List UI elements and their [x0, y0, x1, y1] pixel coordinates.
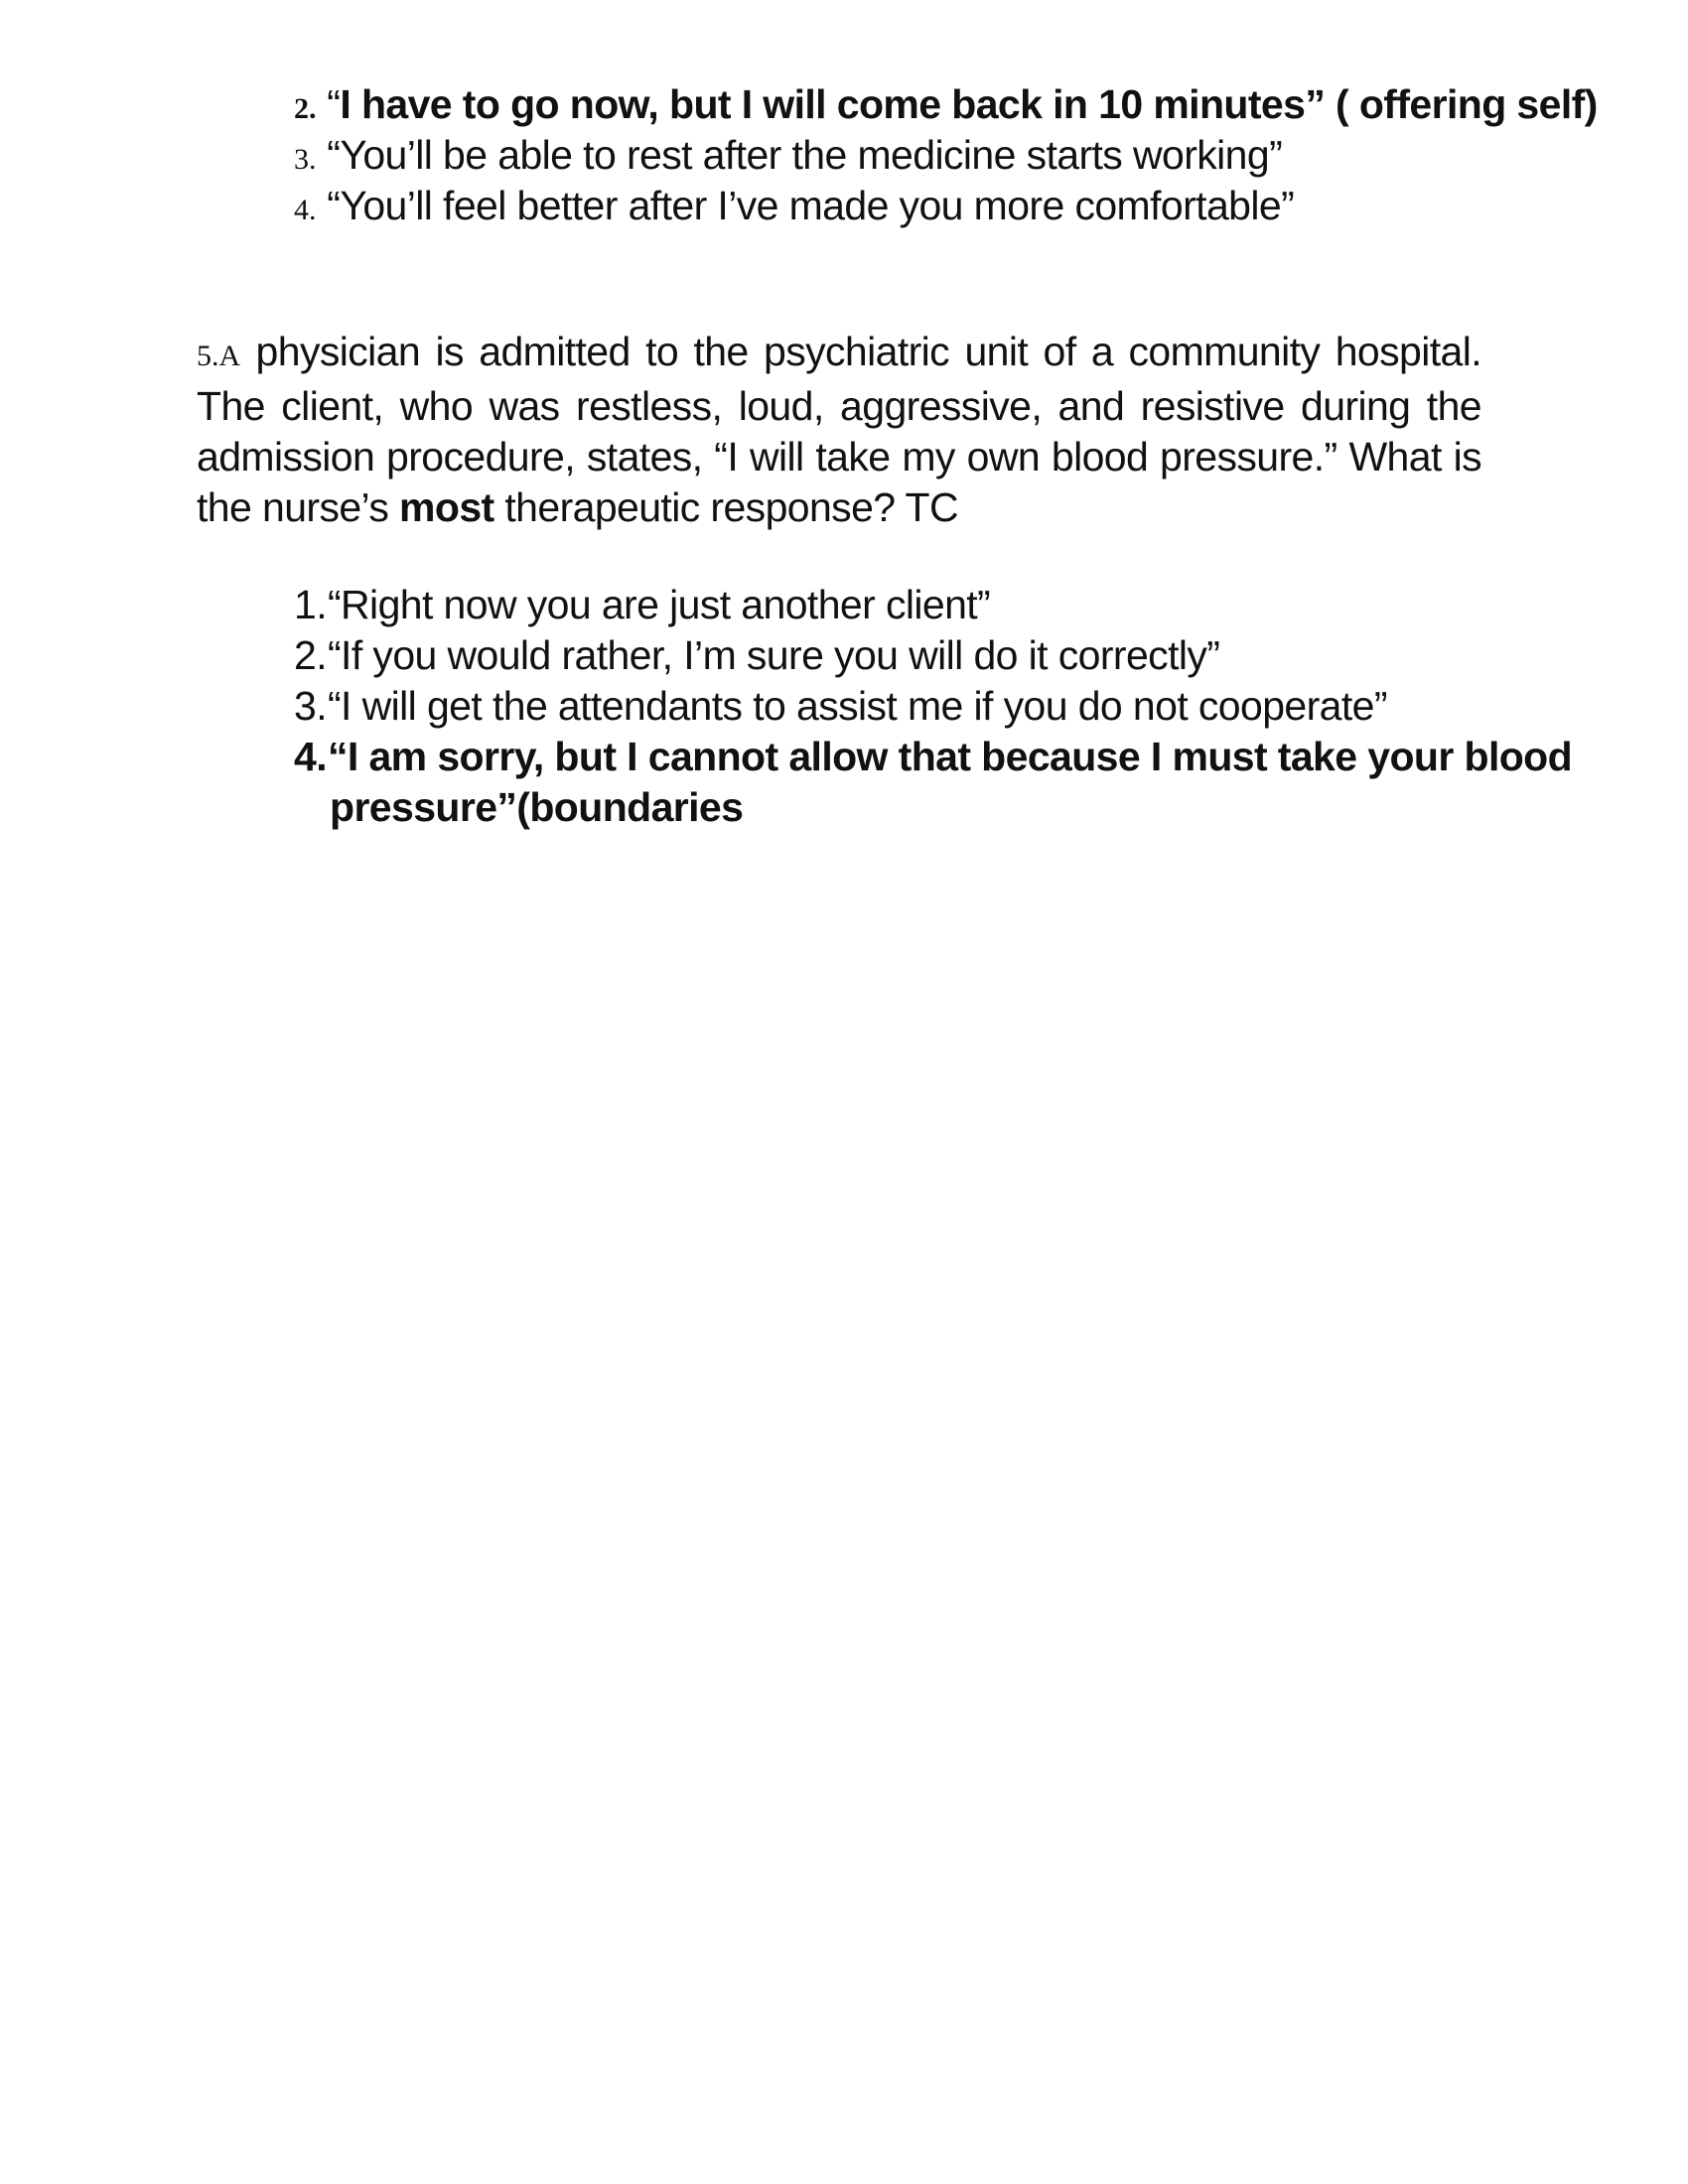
option-1	[294, 580, 990, 630]
option-3-number: 3.	[294, 683, 327, 729]
question-5-text-after: therapeutic response? TC	[493, 484, 958, 530]
option-1-text: “Right now you are just another client”	[328, 582, 991, 627]
option-2-text: “If you would rather, I’m sure you will do it correctly”	[328, 632, 1220, 678]
option-4-number: 4.	[294, 734, 327, 779]
prev-option-3	[294, 130, 1282, 185]
prev-option-3-number: 3.	[294, 143, 317, 176]
prev-option-2-number: 2.	[294, 92, 317, 125]
question-5-bold-word: most	[399, 484, 494, 530]
question-5-text-before: physician is admitted to the psychiatric unit of a community hospital. The client, who was restless, loud, aggressive, and resistive during the admission procedure, states, “I will take my own blood pressure.” What is the nurse’s	[197, 329, 1481, 530]
prev-option-2-text: I have to go now, but I will come back in 10 minutes” ( offering self)	[340, 81, 1598, 127]
option-3-text: “I will get the attendants to assist me if you do not cooperate”	[328, 683, 1387, 729]
prev-option-3-text: “You’ll be able to rest after the medicine starts working”	[327, 132, 1283, 178]
question-5-number: 5.A	[197, 340, 241, 372]
option-2	[294, 630, 1219, 681]
option-4-text-line1: “I am sorry, but I cannot allow that because I must take your blood	[328, 734, 1573, 779]
prev-option-4-number: 4.	[294, 194, 317, 226]
option-1-number: 1.	[294, 582, 327, 627]
option-4-continuation	[330, 782, 743, 833]
option-3	[294, 681, 1387, 732]
question-5-stem	[197, 327, 1481, 533]
prev-option-2	[294, 79, 1598, 134]
prev-option-4	[294, 181, 1294, 235]
option-4-text-line2: pressure”(boundaries	[330, 784, 744, 830]
option-4	[294, 732, 1572, 782]
prev-option-4-text: “You’ll feel better after I’ve made you more comfortable”	[327, 183, 1295, 228]
option-2-number: 2.	[294, 632, 327, 678]
prev-option-2-open-quote: “	[327, 81, 341, 127]
